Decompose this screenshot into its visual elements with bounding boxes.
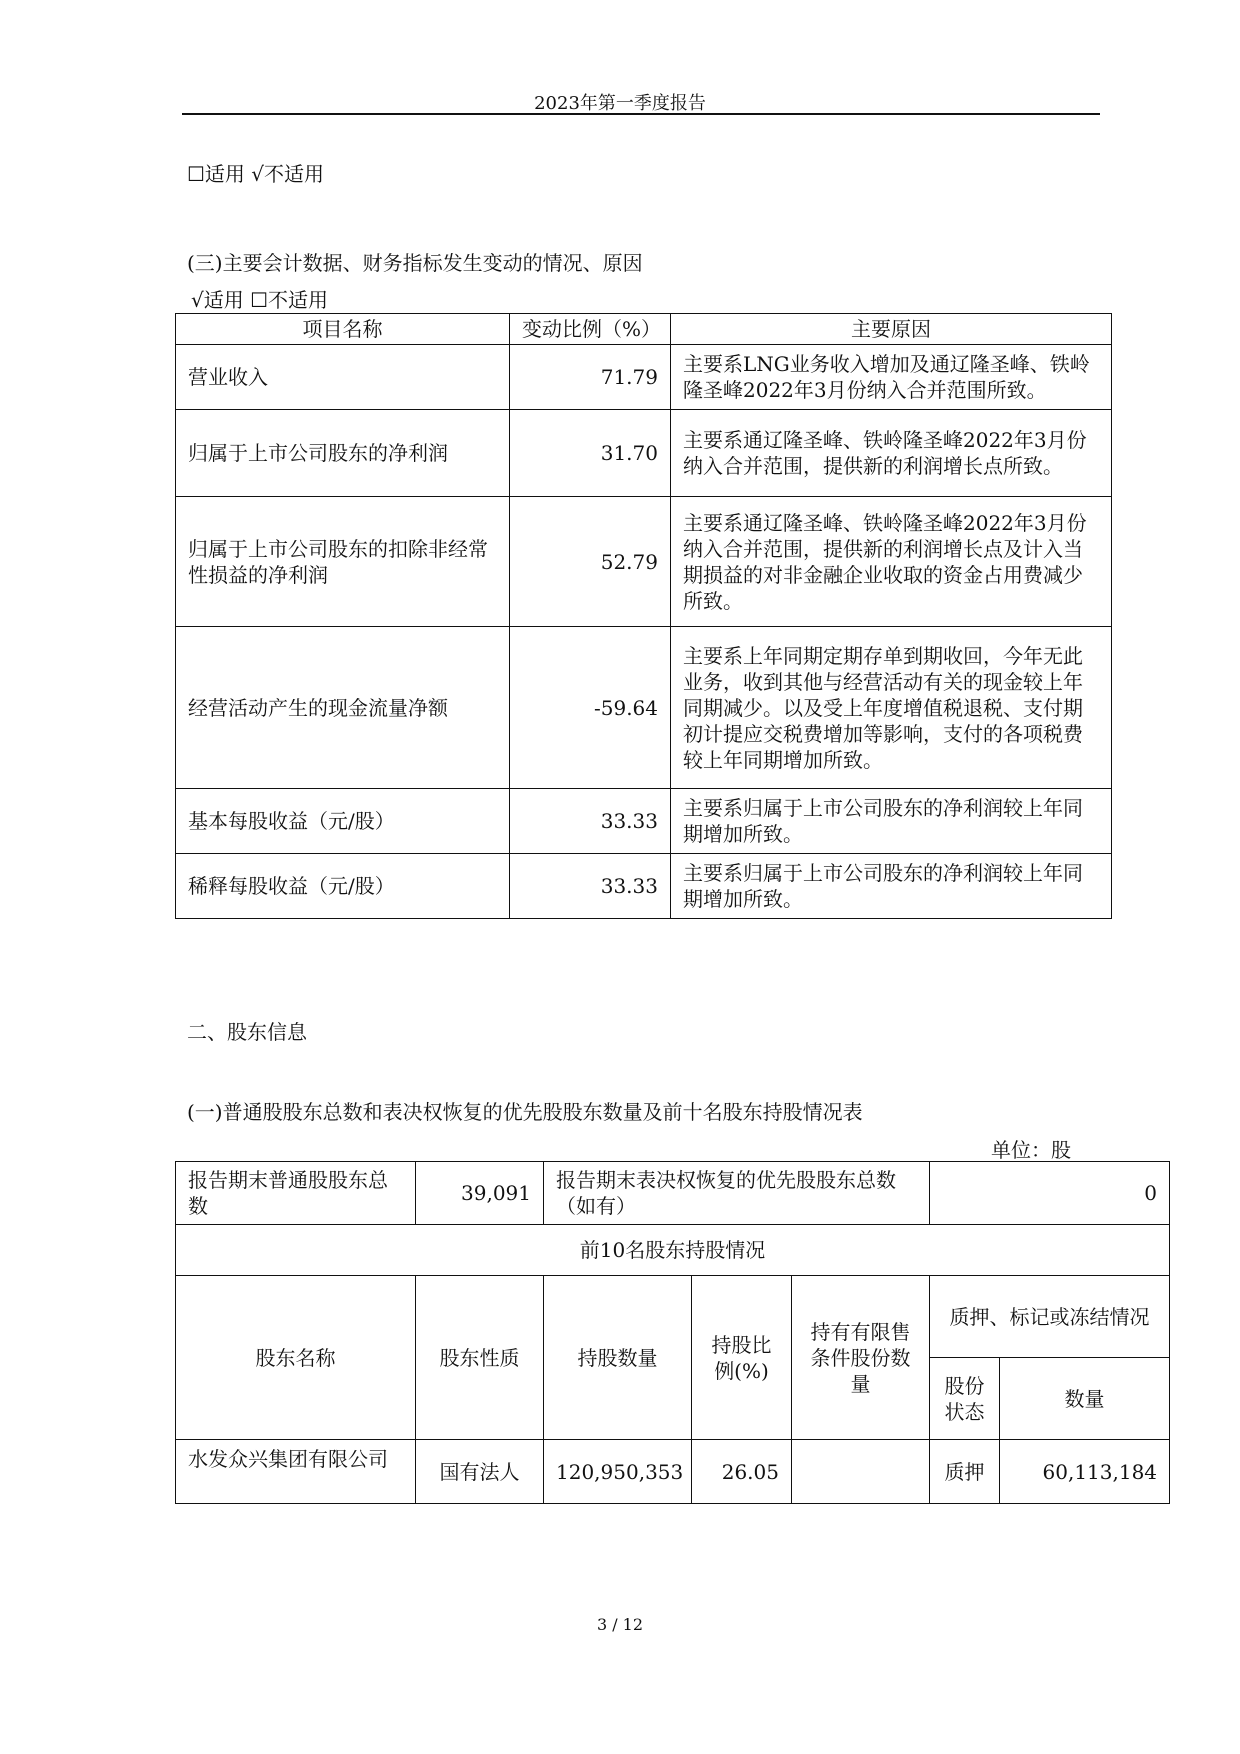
row-ratio: 33.33 [510, 789, 671, 854]
row-reason: 主要系归属于上市公司股东的净利润较上年同期增加所致。 [671, 789, 1112, 854]
shareholder-percentage: 26.05 [692, 1440, 792, 1504]
table-row [176, 789, 1112, 854]
table-row [176, 627, 1112, 789]
row-ratio: 71.79 [510, 345, 671, 410]
row-item: 营业收入 [176, 345, 510, 410]
col-header-nature: 股东性质 [416, 1276, 544, 1440]
header-divider [182, 113, 1100, 115]
row-item: 经营活动产生的现金流量净额 [176, 627, 510, 789]
table-header-row [176, 314, 1112, 345]
section-3-applicability: √适用 ☐不适用 [191, 288, 329, 312]
preferred-shareholders-value: 0 [930, 1162, 1170, 1225]
unit-label: 单位：股 [991, 1138, 1071, 1162]
col-header-percentage: 持股比例(%) [692, 1276, 792, 1440]
row-reason: 主要系通辽隆圣峰、铁岭隆圣峰2022年3月份纳入合并范围，提供新的利润增长点及计入当期损益的对非金融企业收取的资金占用费减少所致。 [671, 497, 1112, 627]
row-item: 基本每股收益（元/股） [176, 789, 510, 854]
total-shareholders-label: 报告期末普通股股东总数 [176, 1162, 416, 1225]
shareholders-sub-heading: (一)普通股股东总数和表决权恢复的优先股股东数量及前十名股东持股情况表 [187, 1100, 863, 1124]
section-shareholders-heading: 二、股东信息 [187, 1020, 307, 1044]
shareholder-pledge-amount: 60,113,184 [1000, 1440, 1170, 1504]
table-row [176, 497, 1112, 627]
shareholder-name: 水发众兴集团有限公司 [176, 1440, 416, 1504]
preferred-shareholders-label: 报告期末表决权恢复的优先股股东总数（如有） [544, 1162, 930, 1225]
column-header-row [176, 1276, 1170, 1358]
col-header-amount: 数量 [1000, 1358, 1170, 1440]
row-reason: 主要系LNG业务收入增加及通辽隆圣峰、铁岭隆圣峰2022年3月份纳入合并范围所致。 [671, 345, 1112, 410]
row-ratio: -59.64 [510, 627, 671, 789]
table-row [176, 410, 1112, 497]
col-header-shares: 持股数量 [544, 1276, 692, 1440]
col-header-restricted: 持有有限售条件股份数量 [792, 1276, 930, 1440]
col-header-reason: 主要原因 [671, 314, 1112, 345]
col-header-name: 股东名称 [176, 1276, 416, 1440]
row-reason: 主要系通辽隆圣峰、铁岭隆圣峰2022年3月份纳入合并范围，提供新的利润增长点所致。 [671, 410, 1112, 497]
page-header-title: 2023年第一季度报告 [534, 93, 706, 114]
row-ratio: 52.79 [510, 497, 671, 627]
top10-title-row [176, 1225, 1170, 1276]
col-header-pledge: 质押、标记或冻结情况 [930, 1276, 1170, 1358]
table-row [176, 854, 1112, 919]
shareholders-table [175, 1161, 1170, 1504]
table-row [176, 345, 1112, 410]
col-header-status: 股份状态 [930, 1358, 1000, 1440]
applicability-line-1: ☐适用 √不适用 [187, 162, 325, 186]
row-reason: 主要系归属于上市公司股东的净利润较上年同期增加所致。 [671, 854, 1112, 919]
section-3-heading: (三)主要会计数据、财务指标发生变动的情况、原因 [187, 251, 643, 275]
shareholder-restricted [792, 1440, 930, 1504]
shareholder-shares: 120,950,353 [544, 1440, 692, 1504]
col-header-ratio: 变动比例（%） [510, 314, 671, 345]
row-reason: 主要系上年同期定期存单到期收回，今年无此业务，收到其他与经营活动有关的现金较上年同期减少。以及受上年度增值税退税、支付期初计提应交税费增加等影响，支付的各项税费较上年同期增加所致。 [671, 627, 1112, 789]
page-number: 3 / 12 [596, 1615, 644, 1634]
row-ratio: 31.70 [510, 410, 671, 497]
row-item: 归属于上市公司股东的净利润 [176, 410, 510, 497]
change-reasons-table [175, 313, 1112, 919]
shareholder-nature: 国有法人 [416, 1440, 544, 1504]
total-shareholders-value: 39,091 [416, 1162, 544, 1225]
shareholder-pledge-status: 质押 [930, 1440, 1000, 1504]
row-ratio: 33.33 [510, 854, 671, 919]
row-item: 归属于上市公司股东的扣除非经常性损益的净利润 [176, 497, 510, 627]
table-row [176, 1440, 1170, 1504]
top10-title: 前10名股东持股情况 [176, 1225, 1170, 1276]
summary-row [176, 1162, 1170, 1225]
col-header-item: 项目名称 [176, 314, 510, 345]
row-item: 稀释每股收益（元/股） [176, 854, 510, 919]
